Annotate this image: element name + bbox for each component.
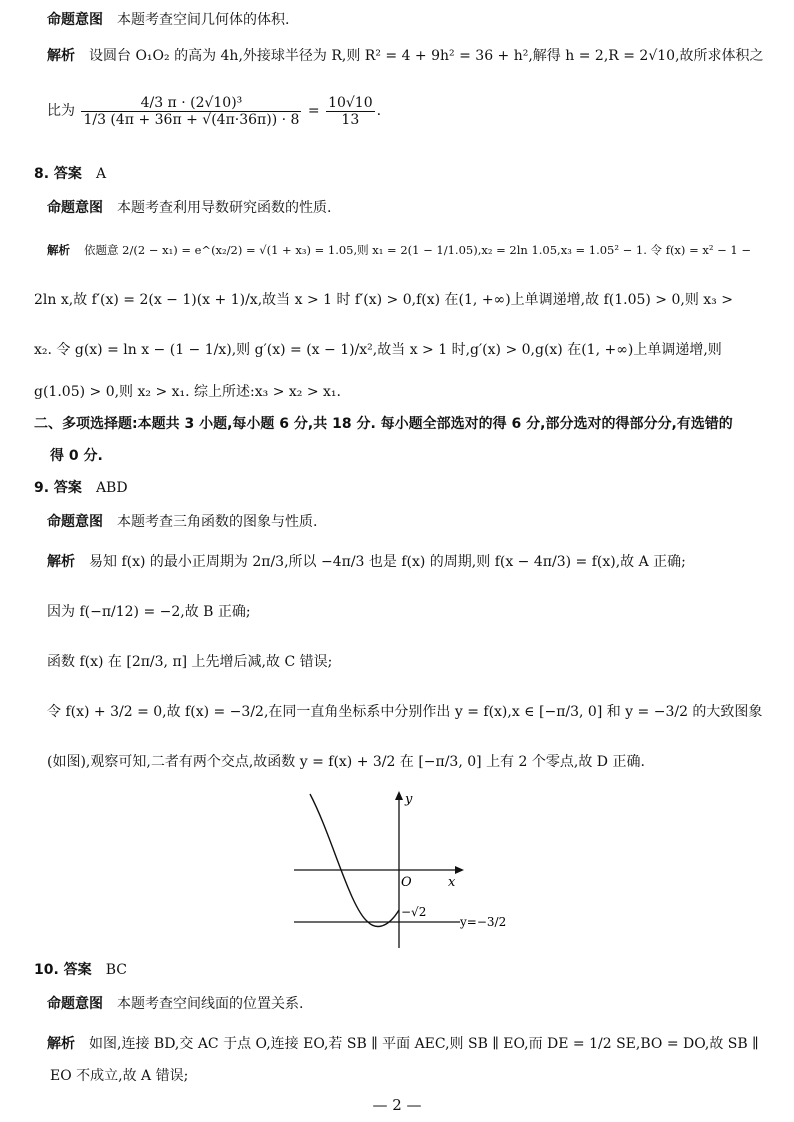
- ratio-denominator: 1/3 (4π + 36π + √(4π·36π)) · 8: [83, 111, 300, 128]
- analysis-text: 如图,连接 BD,交 AC 于点 O,连接 EO,若 SB ∥ 平面 AEC,则 SB ∥ EO,而 DE = 1/2 SE,BO = DO,故 SB ∥: [89, 1036, 759, 1052]
- q7-analysis-line-1: [47, 46, 764, 66]
- function-curve: [310, 794, 399, 926]
- q10-intent: [47, 994, 303, 1014]
- q7-ratio-line: 比为 $\frac{\text{4/3 π · (2√10)³}}{1/3 (4\pi + 36\pi + √(4\pi\cdot 36\pi)) \cdot 8}$ = $\frac{10√10}{13}$ .: [47, 94, 382, 128]
- sine-graph-figure: [292, 788, 522, 950]
- x-axis-label: x: [448, 875, 456, 890]
- q9-analysis-line-3: 函数 f(x) 在 [2π/3, π] 上先增后减,故 C 错误;: [47, 654, 333, 670]
- intent-label: 命题意图: [47, 514, 103, 530]
- intent-text: 本题考查三角函数的图象与性质.: [117, 514, 318, 530]
- intent-label: 命题意图: [47, 996, 103, 1012]
- y-axis-label: y: [405, 792, 413, 807]
- answer-value: BC: [105, 962, 127, 978]
- q8-analysis-line-3: x₂. 令 g(x) = ln x − (1 − 1/x),则 g′(x) = (x − 1)/x²,故当 x > 1 时,g′(x) > 0,g(x) 在(1, +∞)上单调递增,则: [34, 342, 722, 358]
- question-number: 8. 答案: [34, 166, 82, 182]
- intent-label: 命题意图: [47, 200, 103, 216]
- q8-analysis-line-4: g(1.05) > 0,则 x₂ > x₁. 综上所述:x₃ > x₂ > x₁.: [34, 384, 341, 400]
- intent-text: 本题考查空间线面的位置关系.: [117, 996, 304, 1012]
- ratio-result-denominator: 13: [341, 111, 360, 128]
- question-number: 9. 答案: [34, 480, 82, 496]
- q10-heading: [34, 960, 127, 980]
- page-number: — 2 —: [372, 1096, 422, 1114]
- ratio-result-numerator: 10√10: [328, 94, 373, 111]
- analysis-text: 依题意 2/(2 − x₁) = e^(x₂/2) = √(1 + x₃) = 1.05,则 x₁ = 2(1 − 1/1.05),x₂ = 2ln 1.05,x₃ = 1.05² − 1. 令 f(x) = x² − 1 −: [84, 243, 752, 257]
- q8-analysis-line-2: 2ln x,故 f′(x) = 2(x − 1)(x + 1)/x,故当 x > 1 时 f′(x) > 0,f(x) 在(1, +∞)上单调递增,故 f(1.05) > 0,则 x₃ >: [34, 292, 733, 308]
- ratio-prefix: 比为: [47, 103, 75, 119]
- q10-analysis-line-1: [47, 1034, 759, 1054]
- answer-value: ABD: [95, 480, 128, 496]
- origin-label: O: [401, 875, 412, 890]
- analysis-label: 解析: [47, 554, 75, 570]
- analysis-label: 解析: [47, 1036, 75, 1052]
- q9-analysis-line-2: 因为 f(−π/12) = −2,故 B 正确;: [47, 604, 251, 620]
- question-number: 10. 答案: [34, 962, 92, 978]
- analysis-text: 易知 f(x) 的最小正周期为 2π/3,所以 −4π/3 也是 f(x) 的周期,则 f(x − 4π/3) = f(x),故 A 正确;: [89, 554, 686, 570]
- intent-label: 命题意图: [47, 12, 103, 28]
- y-axis-arrow: [395, 791, 403, 800]
- intent-text: 本题考查空间几何体的体积.: [117, 12, 290, 28]
- intercept-label: −√2: [401, 905, 427, 919]
- line-label: y=−3/2: [460, 915, 507, 929]
- ratio-numerator: 4/3 π · (2√10)³: [81, 95, 301, 112]
- intent-text: 本题考查利用导数研究函数的性质.: [117, 200, 332, 216]
- q7-intent: [47, 10, 289, 30]
- answer-value: A: [95, 166, 107, 182]
- ratio-result: [326, 95, 375, 128]
- q9-analysis-line-1: [47, 552, 686, 572]
- q9-intent: [47, 512, 317, 532]
- q9-analysis-line-4: 令 f(x) + 3/2 = 0,故 f(x) = −3/2,在同一直角坐标系中分别作出 y = f(x),x ∈ [−π/3, 0] 和 y = −3/2 的大致图象: [47, 704, 763, 720]
- ratio-suffix: .: [376, 103, 382, 119]
- q9-heading: [34, 478, 128, 498]
- section-heading-cont: 得 0 分.: [50, 448, 103, 464]
- analysis-label: 解析: [47, 243, 70, 257]
- analysis-label: 解析: [47, 48, 75, 64]
- x-axis-arrow: [455, 866, 464, 874]
- q8-intent: [47, 198, 331, 218]
- analysis-text: 设圆台 O₁O₂ 的高为 4h,外接球半径为 R,则 R² = 4 + 9h² = 36 + h²,解得 h = 2,R = 2√10,故所求体积之: [89, 48, 764, 64]
- q9-analysis-line-5: (如图),观察可知,二者有两个交点,故函数 y = f(x) + 3/2 在 [−π/3, 0] 上有 2 个零点,故 D 正确.: [47, 754, 645, 770]
- q8-analysis-line-1: [47, 240, 751, 260]
- q8-heading: [34, 164, 106, 184]
- q10-analysis-line-2: EO 不成立,故 A 错误;: [50, 1068, 189, 1084]
- section-heading: 二、多项选择题:本题共 3 小题,每小题 6 分,共 18 分. 每小题全部选对的得 6 分,部分选对的得部分分,有选错的: [34, 416, 733, 432]
- ratio-fraction: [81, 95, 301, 128]
